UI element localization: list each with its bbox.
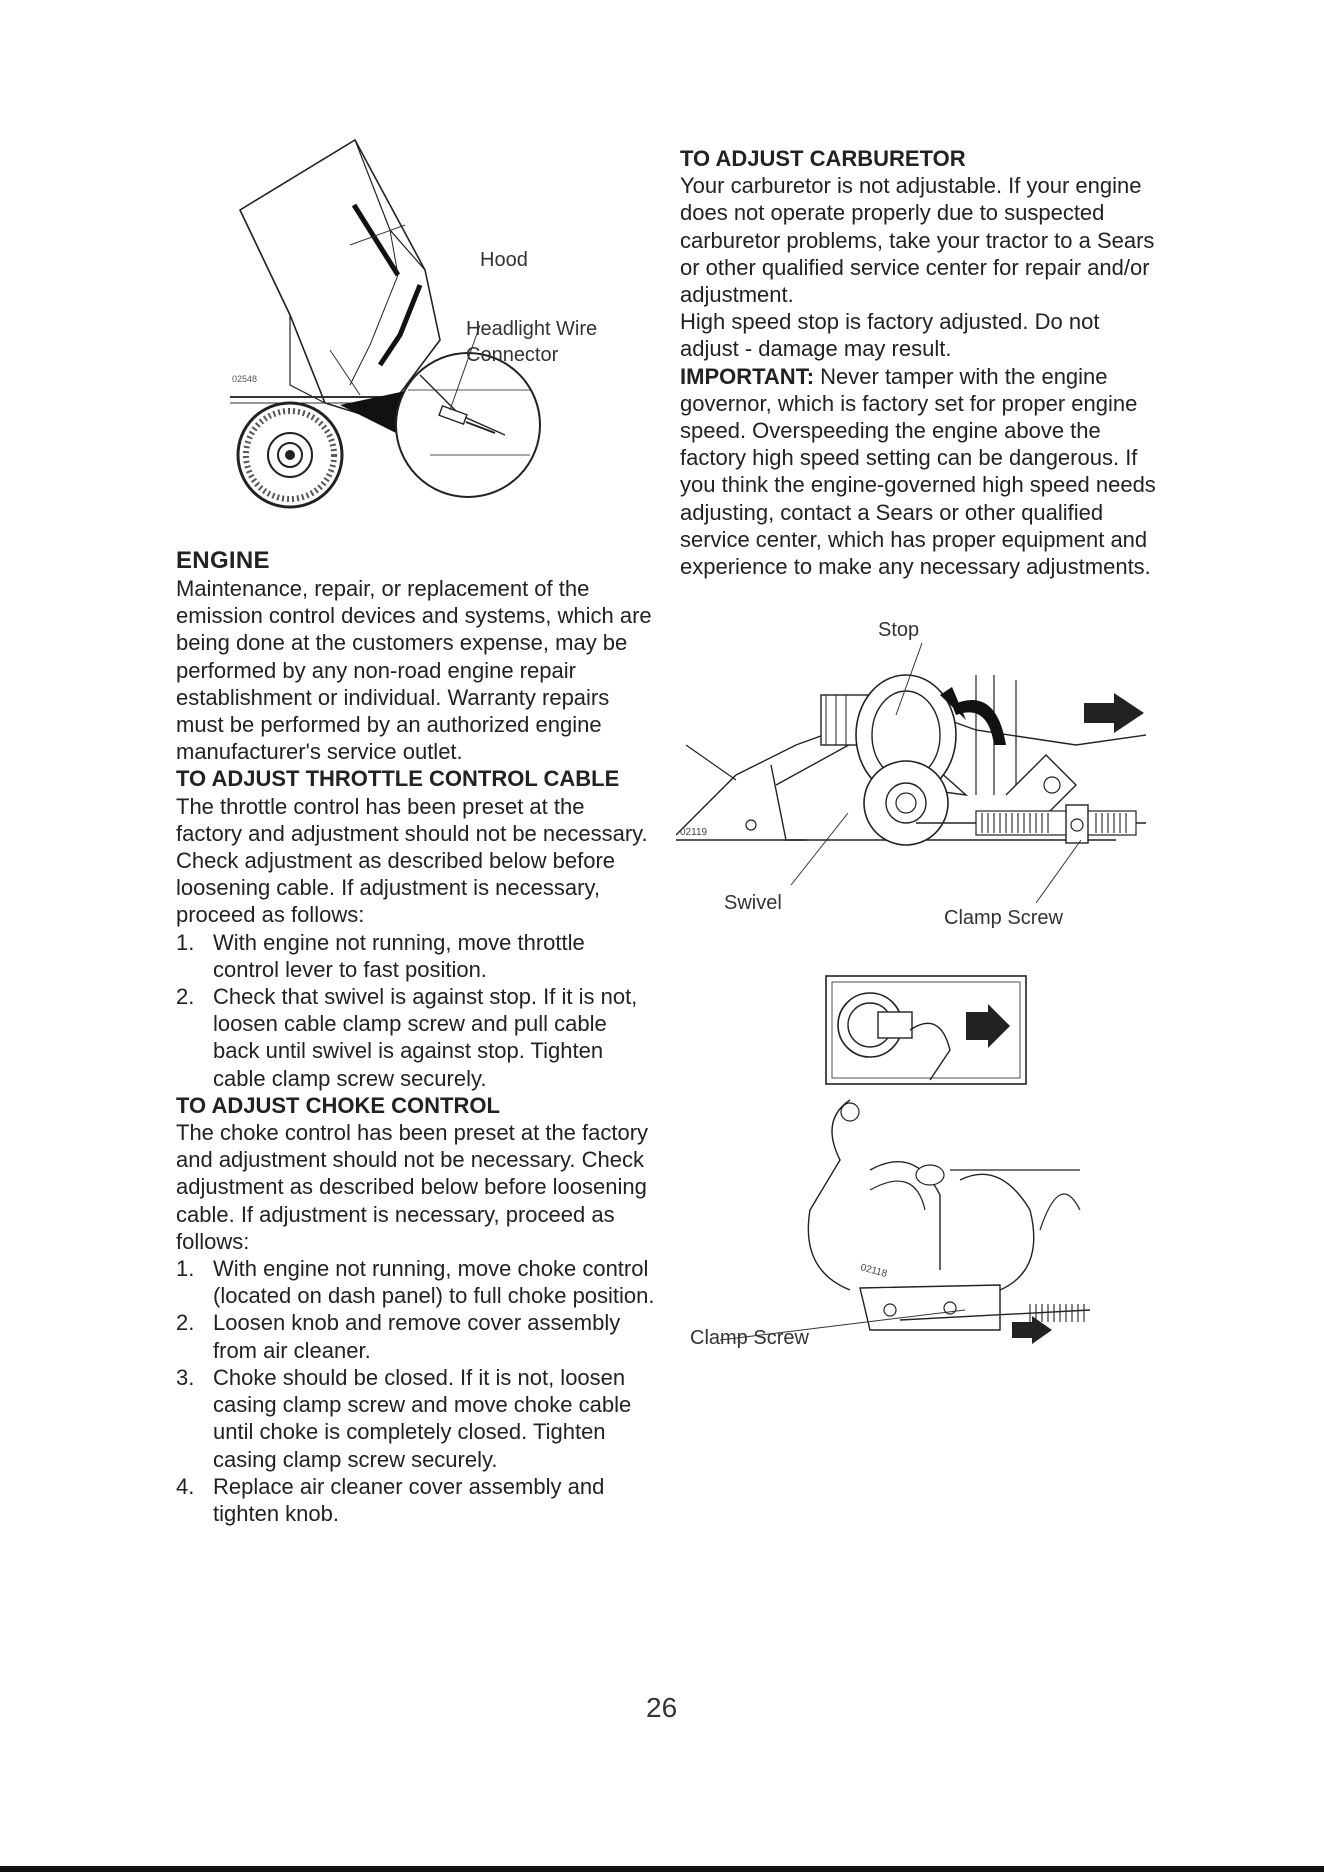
page-number: 26 (646, 1692, 678, 1723)
choke-figure (690, 970, 1140, 1360)
choke-paragraph: The choke control has been preset at the factory and adjustment should not be necessary. Check adjustment as described below before loosening cable. If adjustment is necessary, proceed as follows: (176, 1120, 649, 1254)
left-column (176, 315, 656, 1527)
step-text: Check that swivel is against stop. If it is not, loosen cable clamp screw and pull cable back until swivel is against stop. Tighten cable clamp screw securely. (213, 984, 638, 1091)
list-item (176, 1364, 656, 1473)
swivel-label: Swivel (724, 892, 782, 914)
list-item (176, 983, 656, 1092)
bottom-rule (0, 1866, 1324, 1872)
figure-code: 02548 (232, 374, 258, 384)
step-number: 1. (176, 1256, 195, 1282)
carburetor-heading: TO ADJUST CARBURETOR (680, 146, 966, 171)
step-text: Loosen knob and remove cover assembly from air cleaner. (213, 1310, 621, 1363)
step-number: 2. (176, 1310, 195, 1336)
engine-heading: ENGINE (176, 547, 270, 574)
step-text: With engine not running, move choke control (located on dash panel) to full choke position. (213, 1256, 655, 1309)
choke-illustration (700, 970, 1140, 1360)
stop-label: Stop (878, 619, 920, 641)
important-label: IMPORTANT: (680, 363, 815, 389)
step-number: 3. (176, 1364, 195, 1390)
throttle-figure (676, 619, 1156, 935)
important-paragraph (680, 363, 1160, 581)
clamp-screw-label: Clamp Screw (690, 1327, 809, 1349)
engine-paragraph: Maintenance, repair, or replacement of the emission control devices and systems, which are being done at the customers expense, may be performed by any non-road engine repair establishment or individual. Warranty repairs must be performed by an authorized engine manufacturer's service outlet. (176, 576, 652, 765)
step-number: 1. (176, 929, 195, 955)
clamp-screw-label: Clamp Screw (944, 907, 1063, 929)
list-item (176, 1255, 656, 1309)
step-number: 2. (176, 984, 195, 1010)
list-item (176, 929, 656, 983)
carburetor-paragraph-1: Your carburetor is not adjustable. If your engine does not operate properly due to suspected carburetor problems, take your tractor to a Sears or other qualified service center for repair and/or adjustment. (680, 173, 1155, 308)
right-column (680, 145, 1160, 580)
list-item (176, 1309, 656, 1363)
throttle-paragraph: The throttle control has been preset at the factory and adjustment should not be necessary. Check adjustment as described below before loosening cable. If adjustment is necessary, proceed as follows: (176, 793, 648, 928)
hood-label: Hood (480, 249, 528, 271)
step-text: With engine not running, move throttle control lever to fast position. (213, 929, 585, 982)
headlight-wire-label: Headlight Wire (466, 318, 598, 340)
carburetor-paragraph-2: High speed stop is factory adjusted. Do not adjust - damage may result. (680, 309, 1100, 362)
important-text: Never tamper with the engine governor, which is factory set for proper engine speed. Overspeeding the engine above the factory high speed setting can be dangerous. If you think the engine-governed high speed needs adjusting, contact a Sears or other qualified service center, which has proper equipment and experience to make any necessary adjustments. (680, 363, 1156, 580)
step-number: 4. (176, 1473, 195, 1499)
throttle-illustration (676, 635, 1156, 935)
throttle-heading: TO ADJUST THROTTLE CONTROL CABLE (176, 766, 620, 792)
throttle-steps (176, 929, 656, 1092)
step-text: Replace air cleaner cover assembly and tighten knob. (213, 1473, 605, 1526)
list-item (176, 1473, 656, 1527)
choke-heading: TO ADJUST CHOKE CONTROL (176, 1092, 500, 1118)
connector-label: Connector (466, 344, 559, 366)
figure-code: 02119 (680, 827, 708, 838)
step-text: Choke should be closed. If it is not, loosen casing clamp screw and move choke cable until choke is completely closed. Tighten casing clamp screw securely. (213, 1364, 632, 1472)
choke-steps (176, 1255, 656, 1527)
figure-code: 02118 (859, 1262, 889, 1280)
